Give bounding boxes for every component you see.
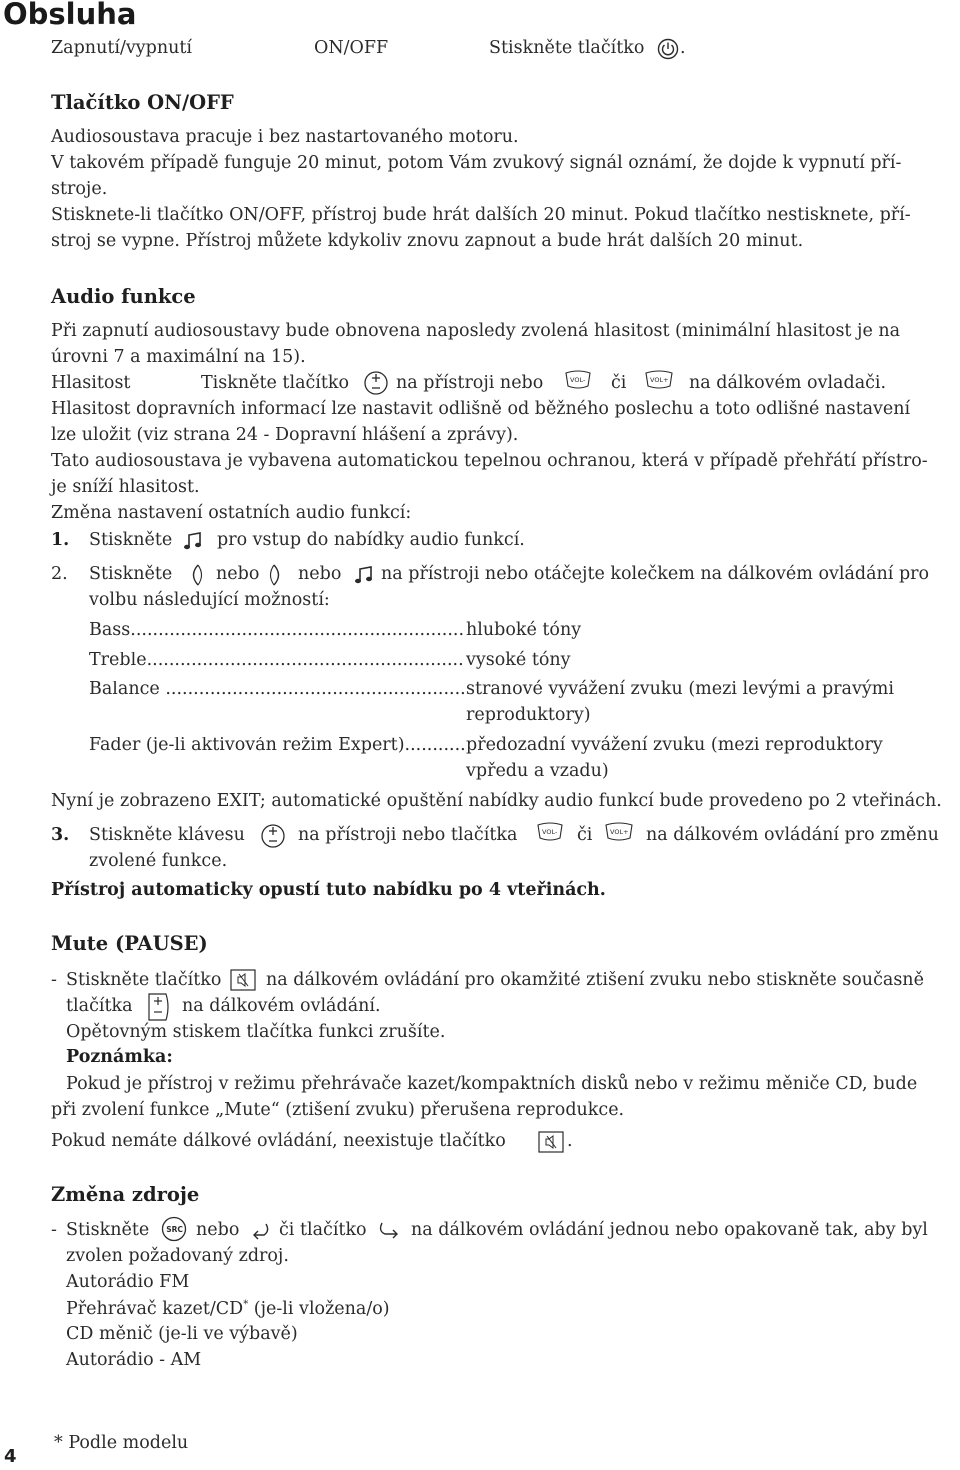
exit-line: Nyní je zobrazeno EXIT; automatické opuštění nabídky audio funkcí bude provedeno po 2 vteřinách.	[51, 791, 942, 811]
mute-line-2a: tlačítka	[66, 996, 133, 1016]
step-3-text-4: na dálkovém ovládání pro změnu	[646, 825, 939, 845]
volume-plus-minus-icon	[261, 823, 285, 849]
onoff-line-3: stroje.	[51, 179, 108, 199]
traffic-line-3: Tato audiosoustava je vybavena automatickou tepelnou ochranou, která v případě přehřátí přístro-	[51, 451, 928, 471]
volume-label: Hlasitost	[51, 373, 131, 393]
return-arrow-icon	[250, 1219, 274, 1241]
onoff-label: Zapnutí/vypnutí	[51, 38, 193, 58]
mute-remote-line-a: Pokud nemáte dálkové ovládání, neexistuje tlačítko	[51, 1131, 506, 1151]
power-icon	[657, 38, 679, 60]
left-arrow-icon	[183, 563, 207, 587]
mute-dash: -	[51, 970, 57, 990]
svg-text:VOL+: VOL+	[650, 376, 669, 384]
svg-text:VOL-: VOL-	[570, 376, 586, 384]
onoff-end: .	[680, 38, 686, 58]
audio-heading: Audio funkce	[51, 285, 196, 308]
option-balance-desc: stranové vyvážení zvuku (mezi levými a pravými	[466, 679, 894, 699]
onoff-line-5: stroj se vypne. Přístroj můžete kdykoliv znovu zapnout a bude hrát dalších 20 minut.	[51, 231, 804, 251]
mute-remote-line-b: .	[567, 1131, 573, 1151]
audio-intro-1: Při zapnutí audiosoustavy bude obnovena naposledy zvolená hlasitost (minimální hlasitost je na	[51, 321, 901, 341]
step-2-text-4: na přístroji nebo otáčejte kolečkem na dálkovém ovládání pro	[381, 564, 930, 584]
onoff-line-4: Stisknete-li tlačítko ON/OFF, přístroj bude hrát dalších 20 minut. Pokud tlačítko nestisknete, pří-	[51, 205, 911, 225]
source-heading: Změna zdroje	[51, 1183, 200, 1206]
mute-line-1a: Stiskněte tlačítko	[66, 970, 222, 990]
option-balance-name: Balance .....	[89, 681, 465, 699]
option-bass-name: Bass .....	[89, 622, 465, 640]
asterisk-mark: *	[243, 1299, 249, 1310]
mute-line-1b: na dálkovém ovládání pro okamžité ztišení zvuku nebo stiskněte současně	[266, 970, 924, 990]
music-note-icon	[182, 530, 204, 552]
traffic-line-4: je sníží hlasitost.	[51, 477, 200, 497]
step-2-text-3: nebo	[298, 564, 342, 584]
source-line-1d: na dálkovém ovládání jednou nebo opakovaně tak, aby byl	[411, 1220, 928, 1240]
mute-line-3: Opětovným stiskem tlačítka funkci zrušíte.	[66, 1022, 446, 1042]
right-arrow-icon	[265, 563, 289, 587]
volume-text-1: Tiskněte tlačítko	[201, 373, 350, 393]
audio-intro-2: úrovni 7 a maximální na 15).	[51, 347, 306, 367]
mute-heading: Mute (PAUSE)	[51, 932, 208, 955]
step-3-text-2: na přístroji nebo tlačítka	[298, 825, 518, 845]
onoff-action: Stiskněte tlačítko	[489, 38, 645, 58]
vol-minus-icon	[564, 370, 592, 392]
step-2-text-1: Stiskněte	[89, 564, 173, 584]
traffic-line-2: lze uložit (viz strana 24 - Dopravní hlášení a zprávy).	[51, 425, 519, 445]
mute-note-line-2: při zvolení funkce „Mute“ (ztišení zvuku) přerušena reprodukce.	[51, 1100, 625, 1120]
step-1-number: 1.	[51, 530, 70, 550]
svg-text:VOL+: VOL+	[610, 828, 629, 836]
onoff-heading: Tlačítko ON/OFF	[51, 91, 234, 114]
mute-note-line-1: Pokud je přístroj v režimu přehrávače kazet/kompaktních disků nebo v režimu měniče CD, bude	[66, 1074, 918, 1094]
source-item-am: Autorádio - AM	[66, 1350, 202, 1370]
option-balance-desc-2: reproduktory)	[466, 705, 591, 725]
page-title: Obsluha	[3, 0, 137, 31]
step-2-line-2: volbu následující možností:	[89, 590, 330, 610]
step-2-number: 2.	[51, 564, 68, 584]
footnote: * Podle modelu	[54, 1433, 189, 1453]
volume-text-2: na přístroji nebo	[396, 373, 544, 393]
source-dash: -	[51, 1220, 57, 1240]
mute-icon	[230, 969, 256, 991]
step-1-text-1: Stiskněte	[89, 530, 173, 550]
volume-text-3: či	[611, 373, 627, 393]
src-icon	[161, 1216, 187, 1242]
step-3-text-1: Stiskněte klávesu	[89, 825, 245, 845]
mute-line-2b: na dálkovém ovládání.	[182, 996, 381, 1016]
volume-plus-minus-icon	[364, 370, 388, 396]
source-line-1c: či tlačítko	[279, 1220, 367, 1240]
step-3-line-2: zvolené funkce.	[89, 851, 228, 871]
volume-plus-minus-icon	[146, 992, 172, 1022]
music-note-icon	[353, 564, 375, 586]
source-item-fm: Autorádio FM	[66, 1272, 190, 1292]
step-1-text-2: pro vstup do nabídky audio funkcí.	[217, 530, 525, 550]
traffic-line-1: Hlasitost dopravních informací lze nastavit odlišně od běžného poslechu a toto odlišné nastavení	[51, 399, 911, 419]
source-line-1b: nebo	[196, 1220, 240, 1240]
src-icon-label: SRC	[166, 1225, 183, 1234]
source-item-cd: Přehrávač kazet/CD* (je-li vložena/o)	[66, 1298, 390, 1319]
svg-text:VOL-: VOL-	[542, 828, 558, 836]
page-number: 4	[4, 1446, 17, 1467]
source-item-changer: CD měnič (je-li ve výbavě)	[66, 1324, 298, 1344]
step-3-text-3: či	[577, 825, 593, 845]
step-2-text-2: nebo	[216, 564, 260, 584]
forward-arrow-icon	[376, 1219, 402, 1241]
option-bass-desc: hluboké tóny	[466, 620, 582, 640]
auto-exit-note: Přístroj automaticky opustí tuto nabídku po 4 vteřinách.	[51, 880, 606, 900]
option-fader-desc-2: vpředu a vzadu)	[466, 761, 609, 781]
vol-minus-icon	[536, 822, 564, 844]
onoff-key: ON/OFF	[314, 38, 389, 58]
onoff-line-2: V takovém případě funguje 20 minut, potom Vám zvukový signál oznámí, že dojde k vypnutí pří-	[51, 153, 902, 173]
mute-icon	[538, 1131, 564, 1153]
onoff-line-1: Audiosoustava pracuje i bez nastartovaného motoru.	[51, 127, 519, 147]
traffic-line-5: Změna nastavení ostatních audio funkcí:	[51, 503, 412, 523]
option-fader-name: Fader (je-li aktivován režim Expert) .....	[89, 737, 465, 755]
volume-text-4: na dálkovém ovladači.	[689, 373, 887, 393]
mute-note-label: Poznámka:	[66, 1047, 173, 1067]
step-3-number: 3.	[51, 825, 70, 845]
option-fader-desc: předozadní vyvážení zvuku (mezi reproduktory	[466, 735, 883, 755]
vol-plus-icon	[644, 370, 674, 392]
option-treble-name: Treble .....	[89, 652, 465, 670]
vol-plus-icon	[604, 822, 634, 844]
option-treble-desc: vysoké tóny	[466, 650, 571, 670]
source-line-2: zvolen požadovaný zdroj.	[66, 1246, 289, 1266]
source-line-1a: Stiskněte	[66, 1220, 150, 1240]
